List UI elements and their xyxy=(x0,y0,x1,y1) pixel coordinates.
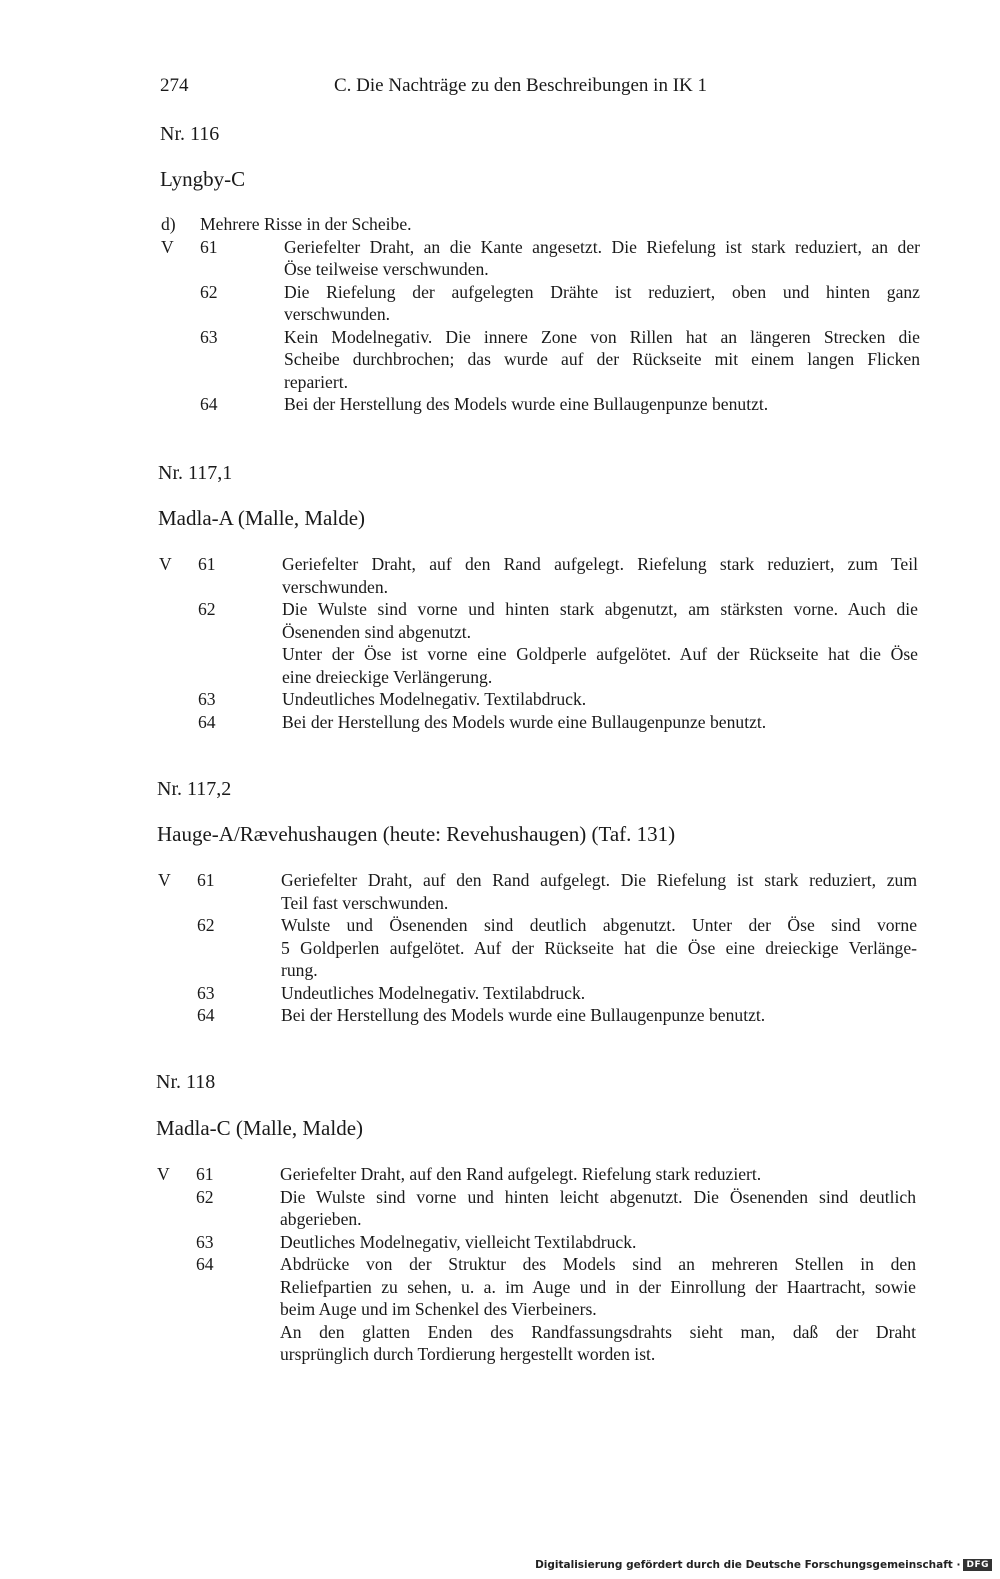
row-number: 62 xyxy=(196,1186,214,1207)
text-line: Wulste und Ösenenden sind deutlich abgenutzt. Unter der Öse sind vorne xyxy=(281,915,917,935)
row-number: 61 xyxy=(200,236,218,257)
running-title: C. Die Nachträge zu den Beschreibungen in IK 1 xyxy=(334,75,708,96)
text-line: Bei der Herstellung des Models wurde eine Bullaugenpunze benutzt. xyxy=(281,1005,766,1025)
text-line: Undeutliches Modelnegativ. Textilabdruck. xyxy=(282,689,587,709)
text-line: Scheibe durchbrochen; das wurde auf der Rückseite mit einem langen Flicken xyxy=(284,349,920,369)
entry-title: Madla-C (Malle, Malde) xyxy=(156,1116,364,1140)
text-line: verschwunden. xyxy=(284,304,391,324)
row-number: 61 xyxy=(197,870,215,890)
entry-title: Madla-A (Malle, Malde) xyxy=(158,506,366,530)
row-number: 61 xyxy=(196,1164,214,1184)
text-line: beim Auge und im Schenkel des Vierbeiners. xyxy=(280,1299,597,1319)
row-marker: V xyxy=(158,870,171,890)
text-line: Undeutliches Modelnegativ. Textilabdruck. xyxy=(281,982,586,1003)
entry-title: Hauge-A/Rævehushaugen (heute: Revehushaugen) (Taf. 131) xyxy=(157,822,676,846)
text-line: Ösenenden sind abgenutzt. xyxy=(282,621,472,642)
row-number: 62 xyxy=(200,281,218,302)
text-line: Die Wulste sind vorne und hinten stark abgenutzt, am stärksten vorne. Auch die xyxy=(282,599,918,619)
text-line: Deutliches Modelnegativ, vielleicht Textilabdruck. xyxy=(280,1231,637,1252)
entry-title: Lyngby-C xyxy=(160,167,246,191)
text-line: Die Riefelung der aufgelegten Drähte ist reduziert, oben und hinten ganz xyxy=(284,281,920,302)
row-number: 63 xyxy=(197,982,215,1003)
text-line: Teil fast verschwunden. xyxy=(281,892,449,913)
row-marker: V xyxy=(157,1164,170,1184)
row-number: 64 xyxy=(200,394,218,414)
row-number: 62 xyxy=(198,599,216,619)
text-line: Mehrere Risse in der Scheibe. xyxy=(200,214,412,234)
row-number: 63 xyxy=(200,326,218,347)
text-line: ursprünglich durch Tordierung hergestellt worden ist. xyxy=(280,1344,656,1364)
dfg-logo-icon: DFG xyxy=(963,1559,992,1571)
text-line: Reliefpartien zu sehen, u. a. im Auge und in der Einrollung der Haartracht, sowie xyxy=(280,1276,916,1297)
text-line: Abdrücke von der Struktur des Models sind an mehreren Stellen in den xyxy=(280,1254,916,1274)
text-line: abgerieben. xyxy=(280,1209,362,1229)
row-number: 64 xyxy=(198,711,216,732)
entry-number: Nr. 116 xyxy=(160,123,220,145)
row-number: 64 xyxy=(197,1005,215,1025)
text-line: Unter der Öse ist vorne eine Goldperle aufgelötet. Auf der Rückseite hat die Öse xyxy=(282,644,918,664)
text-line: Geriefelter Draht, auf den Rand aufgelegt. Riefelung stark reduziert, zum Teil xyxy=(282,554,918,574)
text-line: repariert. xyxy=(284,371,348,392)
entry-number: Nr. 118 xyxy=(156,1071,216,1093)
text-line: An den glatten Enden des Randfassungsdrahts sieht man, daß der Draht xyxy=(280,1321,916,1342)
text-line: Geriefelter Draht, auf den Rand aufgelegt. Die Riefelung ist stark reduziert, zum xyxy=(281,870,917,890)
text-line: Kein Modelnegativ. Die innere Zone von Rillen hat an längeren Strecken die xyxy=(284,326,920,347)
digitization-footer xyxy=(535,1559,992,1571)
text-line: Bei der Herstellung des Models wurde eine Bullaugenpunze benutzt. xyxy=(282,711,767,732)
footer-text: Digitalisierung gefördert durch die Deutsche Forschungsgemeinschaft · xyxy=(535,1559,961,1571)
text-line: Geriefelter Draht, an die Kante angesetzt. Die Riefelung ist stark reduziert, an der xyxy=(284,236,920,257)
text-line: Geriefelter Draht, auf den Rand aufgelegt. Riefelung stark reduziert. xyxy=(280,1164,762,1184)
row-marker: V xyxy=(161,236,174,257)
row-number: 62 xyxy=(197,915,215,935)
text-line: 5 Goldperlen aufgelötet. Auf der Rückseite hat die Öse eine dreieckige Verlänge- xyxy=(281,937,917,958)
text-line: rung. xyxy=(281,960,318,980)
page-number: 274 xyxy=(160,75,189,96)
row-number: 61 xyxy=(198,554,216,574)
row-number: 64 xyxy=(196,1254,214,1274)
row-marker: V xyxy=(159,554,172,574)
text-line: eine dreieckige Verlängerung. xyxy=(282,666,493,687)
text-line: Bei der Herstellung des Models wurde eine Bullaugenpunze benutzt. xyxy=(284,394,769,414)
text-line: Öse teilweise verschwunden. xyxy=(284,259,489,279)
row-number: 63 xyxy=(198,689,216,709)
entry-number: Nr. 117,2 xyxy=(157,778,232,800)
text-line: Die Wulste sind vorne und hinten leicht abgenutzt. Die Ösenenden sind deutlich xyxy=(280,1186,916,1207)
row-marker: d) xyxy=(161,214,176,234)
row-number: 63 xyxy=(196,1231,214,1252)
entry-number: Nr. 117,1 xyxy=(158,462,233,484)
text-line: verschwunden. xyxy=(282,576,389,597)
